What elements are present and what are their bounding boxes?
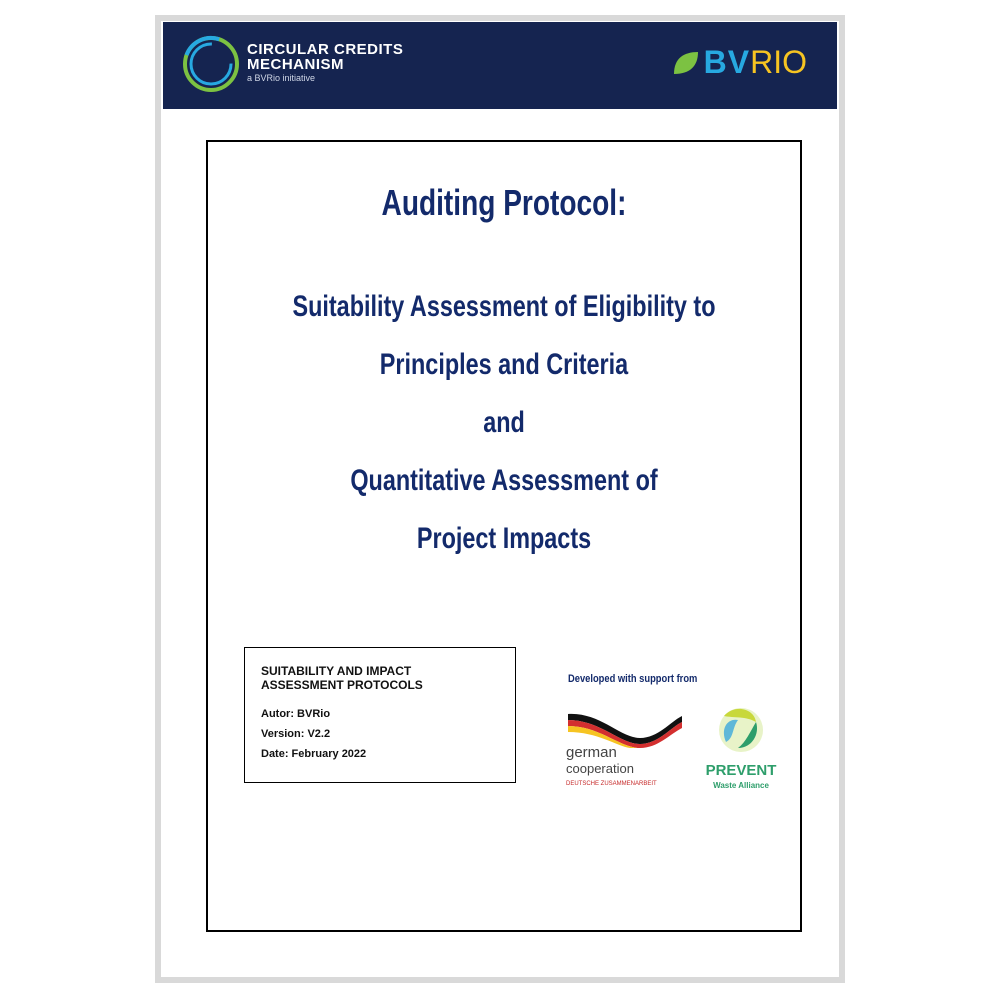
german-flag-wave-icon bbox=[560, 708, 690, 748]
ccm-tagline: a BVRio initiative bbox=[247, 73, 316, 83]
document-title: Auditing Protocol: bbox=[381, 182, 627, 223]
document-info-box bbox=[244, 647, 516, 783]
info-date: Date: February 2022 bbox=[261, 748, 367, 760]
subtitle-line-3: and bbox=[483, 406, 525, 439]
german-word: german bbox=[566, 744, 617, 761]
bvrio-rio-text: RIO bbox=[750, 44, 807, 80]
prevent-name: PREVENT bbox=[705, 762, 777, 779]
info-author: Autor: BVRio bbox=[261, 708, 331, 720]
german-cooperation-logo bbox=[560, 708, 690, 798]
info-heading: SUITABILITY AND IMPACT ASSESSMENT PROTOCOLS bbox=[261, 664, 423, 692]
subtitle-line-4: Quantitative Assessment of bbox=[350, 464, 658, 497]
bvrio-leaf-icon bbox=[670, 48, 700, 78]
bvrio-logo bbox=[670, 44, 807, 81]
bvrio-bv-text: BV bbox=[703, 44, 751, 80]
ccm-wordmark bbox=[247, 42, 403, 84]
subtitle-line-5: Project Impacts bbox=[416, 522, 592, 555]
support-label: Developed with support from bbox=[568, 673, 698, 685]
prevent-swirl-icon bbox=[694, 698, 788, 760]
info-version: Version: V2.2 bbox=[261, 728, 331, 740]
ccm-ring-icon bbox=[181, 34, 241, 94]
subtitle-line-1: Suitability Assessment of Eligibility to bbox=[292, 290, 716, 323]
cooperation-word: cooperation bbox=[566, 761, 634, 776]
prevent-waste-alliance-logo bbox=[694, 698, 788, 798]
prevent-subtitle: Waste Alliance bbox=[713, 781, 769, 790]
header-banner bbox=[163, 22, 837, 109]
ccm-line2: MECHANISM bbox=[247, 56, 344, 73]
ccm-line1: CIRCULAR CREDITS bbox=[247, 41, 404, 58]
cover-content-box bbox=[206, 140, 802, 932]
subtitle-line-2: Principles and Criteria bbox=[379, 348, 629, 381]
deutsche-zusammenarbeit-word: DEUTSCHE ZUSAMMENARBEIT bbox=[566, 781, 657, 787]
